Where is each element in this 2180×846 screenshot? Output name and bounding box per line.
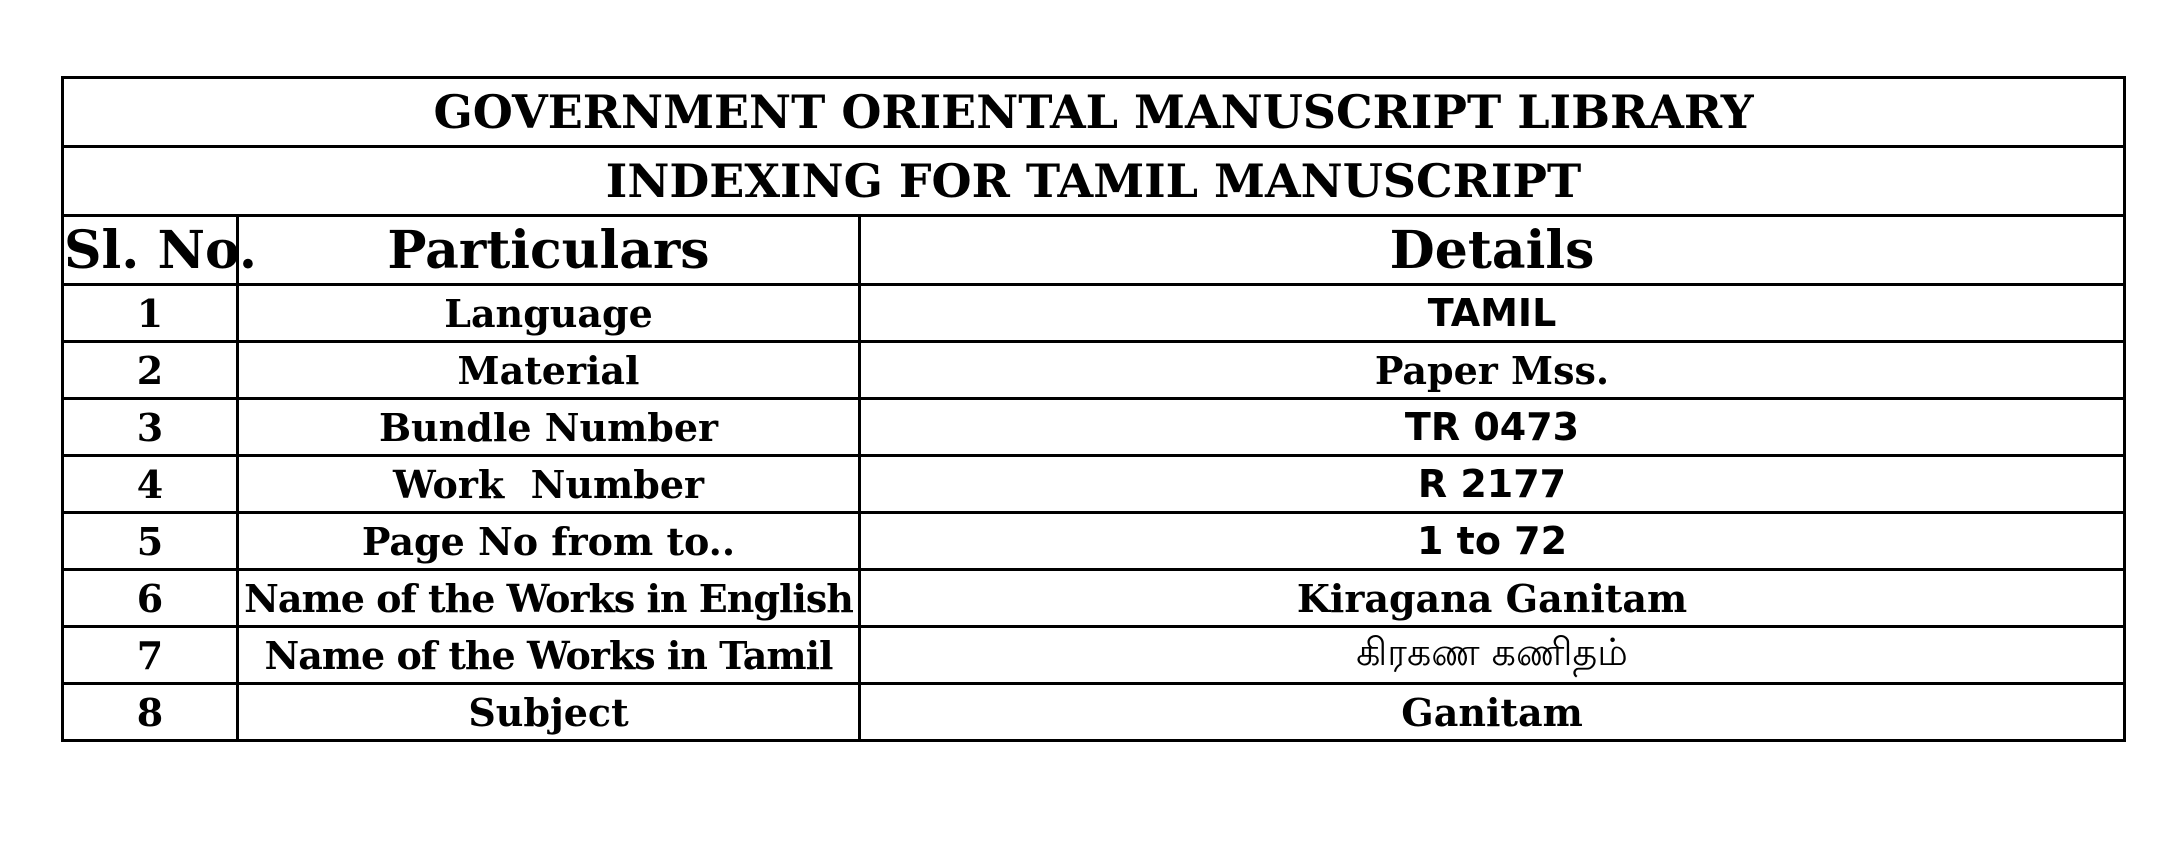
library-title: GOVERNMENT ORIENTAL MANUSCRIPT LIBRARY	[63, 78, 2125, 147]
title-row-2	[63, 147, 2125, 216]
particular-cell: Bundle Number	[238, 399, 860, 456]
sl-no-cell: 8	[63, 684, 238, 741]
manuscript-index-table	[61, 76, 2126, 742]
table-row	[63, 399, 2125, 456]
index-subtitle: INDEXING FOR TAMIL MANUSCRIPT	[63, 147, 2125, 216]
detail-cell: Kiragana Ganitam	[860, 570, 2125, 627]
sl-no-cell: 7	[63, 627, 238, 684]
manuscript-index-sheet	[61, 76, 2123, 742]
sl-no-cell: 2	[63, 342, 238, 399]
table-row	[63, 627, 2125, 684]
particular-cell: Name of the Works in English	[238, 570, 860, 627]
table-row	[63, 570, 2125, 627]
detail-cell: Paper Mss.	[860, 342, 2125, 399]
sl-no-cell: 1	[63, 285, 238, 342]
particular-cell: Language	[238, 285, 860, 342]
detail-cell: 1 to 72	[860, 513, 2125, 570]
particular-cell: Work Number	[238, 456, 860, 513]
detail-cell: TR 0473	[860, 399, 2125, 456]
particular-cell: Name of the Works in Tamil	[238, 627, 860, 684]
detail-cell: Ganitam	[860, 684, 2125, 741]
sl-no-cell: 5	[63, 513, 238, 570]
table-row	[63, 684, 2125, 741]
particular-cell: Material	[238, 342, 860, 399]
column-header-sl-no: Sl. No.	[63, 216, 238, 285]
detail-cell-tamil: கிரகண கணிதம்	[860, 627, 2125, 684]
table-row	[63, 456, 2125, 513]
particular-cell: Page No from to..	[238, 513, 860, 570]
table-row	[63, 513, 2125, 570]
detail-cell: TAMIL	[860, 285, 2125, 342]
table-row	[63, 285, 2125, 342]
column-header-row	[63, 216, 2125, 285]
title-row-1	[63, 78, 2125, 147]
detail-cell: R 2177	[860, 456, 2125, 513]
sl-no-cell: 3	[63, 399, 238, 456]
table-row	[63, 342, 2125, 399]
sl-no-cell: 4	[63, 456, 238, 513]
sl-no-cell: 6	[63, 570, 238, 627]
particular-cell: Subject	[238, 684, 860, 741]
column-header-particulars: Particulars	[238, 216, 860, 285]
column-header-details: Details	[860, 216, 2125, 285]
